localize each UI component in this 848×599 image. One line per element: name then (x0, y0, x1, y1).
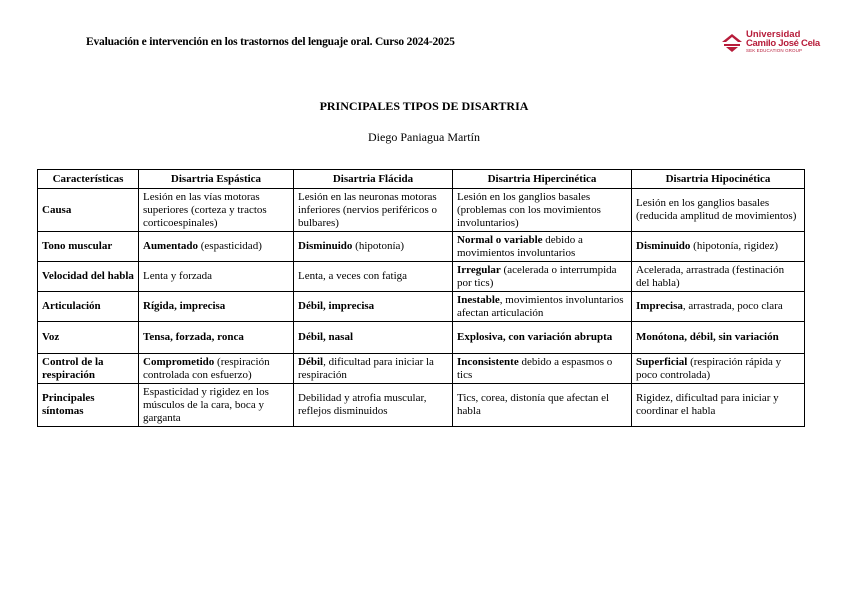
cell-bold: Inestable (457, 293, 500, 306)
table-cell (294, 292, 453, 322)
document-title: PRINCIPALES TIPOS DE DISARTRIA (319, 99, 529, 113)
table-cell (453, 189, 632, 232)
table-row (38, 232, 805, 262)
cell-text: debido a espasmos o tics (457, 355, 613, 381)
cell-bold: Tensa, forzada, ronca (143, 331, 244, 343)
row-label: Voz (38, 322, 139, 354)
table-cell (453, 232, 632, 262)
header-cell: Disartria Hipercinética (453, 170, 632, 189)
cell-text: Lesión en los ganglios basales (reducida amplitud de movimientos) (636, 197, 797, 222)
table-cell (294, 232, 453, 262)
table-cell (294, 189, 453, 232)
table-cell (453, 262, 632, 292)
cell-text: Lesión en las vías motoras superiores (corteza y tractos corticoespinales) (143, 190, 267, 229)
cell-text: Lesión en las neuronas motoras inferiores (nervios periféricos o bulbares) (298, 190, 437, 229)
table-row (38, 262, 805, 292)
author-name: Diego Paniagua Martín (368, 130, 480, 144)
logo-line-2: Camilo José Cela (746, 38, 820, 49)
table-cell (453, 384, 632, 427)
cell-text: (espasticidad) (198, 240, 262, 252)
cell-text: (respiración rápida y poco controlada) (636, 355, 782, 381)
table-cell (632, 262, 805, 292)
cell-bold: Monótona, débil, sin variación (636, 331, 779, 343)
cell-bold: Disminuido (636, 240, 691, 252)
table-cell (294, 384, 453, 427)
table-cell (453, 292, 632, 322)
logo-line-1: Universidad (746, 29, 801, 40)
table-cell (294, 354, 453, 384)
table-cell (294, 262, 453, 292)
table-cell (139, 262, 294, 292)
table-row (38, 189, 805, 232)
cell-text: Debilidad y atrofia muscular, reflejos disminuidos (298, 392, 427, 417)
table-cell (139, 322, 294, 354)
table-cell (139, 189, 294, 232)
ucjc-emblem-icon (720, 32, 744, 54)
cell-bold: Aumentado (143, 240, 199, 252)
header-cell: Características (38, 170, 139, 189)
disartria-table (37, 169, 805, 427)
cell-bold: Disminuido (298, 240, 353, 252)
cell-text: (hipotonía, rigidez) (690, 240, 779, 252)
table-cell (632, 384, 805, 427)
cell-text: (acelerada o interrumpida por tics) (457, 263, 617, 289)
cell-text: Lenta, a veces con fatiga (298, 270, 408, 282)
cell-bold: Débil, imprecisa (298, 300, 375, 312)
cell-bold: Explosiva, con variación abrupta (457, 331, 613, 343)
table-row (38, 292, 805, 322)
cell-text: , movimientos involuntarios afectan articulación (457, 293, 624, 319)
cell-bold: Débil, nasal (298, 331, 354, 343)
table-cell (294, 322, 453, 354)
cell-text: Espasticidad y rigidez en los músculos de la cara, boca y garganta (143, 385, 269, 424)
row-label: Velocidad del habla (38, 262, 139, 292)
header-cell: Disartria Espástica (139, 170, 294, 189)
cell-text: (respiración controlada con esfuerzo) (143, 355, 270, 381)
table-cell (453, 354, 632, 384)
table-cell (139, 384, 294, 427)
cell-text: debido a movimientos involuntarios (457, 233, 583, 259)
cell-text: (hipotonía) (352, 240, 405, 252)
cell-bold: Débil (298, 355, 324, 368)
cell-bold: Irregular (457, 263, 501, 276)
table-cell (632, 322, 805, 354)
logo-line-3: SEK EDUCATION GROUP (746, 48, 803, 53)
row-label: Tono muscular (38, 232, 139, 262)
cell-bold: Comprometido (143, 355, 215, 368)
header-cell: Disartria Flácida (294, 170, 453, 189)
cell-text: Lesión en los ganglios basales (problemas con los movimientos involuntarios) (457, 190, 601, 229)
cell-bold: Normal o variable (457, 233, 543, 246)
cell-text: Tics, corea, distonía que afectan el habla (457, 392, 610, 417)
table-row (38, 322, 805, 354)
table-cell (453, 322, 632, 354)
table-cell (632, 292, 805, 322)
table-cell (632, 189, 805, 232)
row-label: Principales síntomas (38, 384, 139, 427)
row-label: Causa (38, 189, 139, 232)
table-cell (139, 292, 294, 322)
table-row (38, 354, 805, 384)
row-label: Articulación (38, 292, 139, 322)
cell-bold: Superficial (636, 355, 688, 368)
cell-bold: Inconsistente (457, 355, 519, 368)
university-logo (720, 30, 824, 58)
table-cell (139, 354, 294, 384)
cell-text: , dificultad para iniciar la respiración (298, 355, 434, 381)
table-row (38, 384, 805, 427)
cell-bold: Rígida, imprecisa (143, 300, 226, 312)
page-header-text: Evaluación e intervención en los trastornos del lenguaje oral. Curso 2024-2025 (86, 36, 455, 48)
cell-text: , arrastrada, poco clara (682, 300, 783, 312)
cell-text: Lenta y forzada (143, 270, 213, 282)
table-cell (139, 232, 294, 262)
cell-bold: Imprecisa (636, 300, 683, 312)
header-cell: Disartria Hipocinética (632, 170, 805, 189)
cell-text: Rigidez, dificultad para iniciar y coordinar el habla (636, 392, 779, 417)
table-header-row (38, 170, 805, 189)
table-cell (632, 354, 805, 384)
cell-text: Acelerada, arrastrada (festinación del habla) (636, 263, 785, 289)
row-label: Control de la respiración (38, 354, 139, 384)
table-cell (632, 232, 805, 262)
